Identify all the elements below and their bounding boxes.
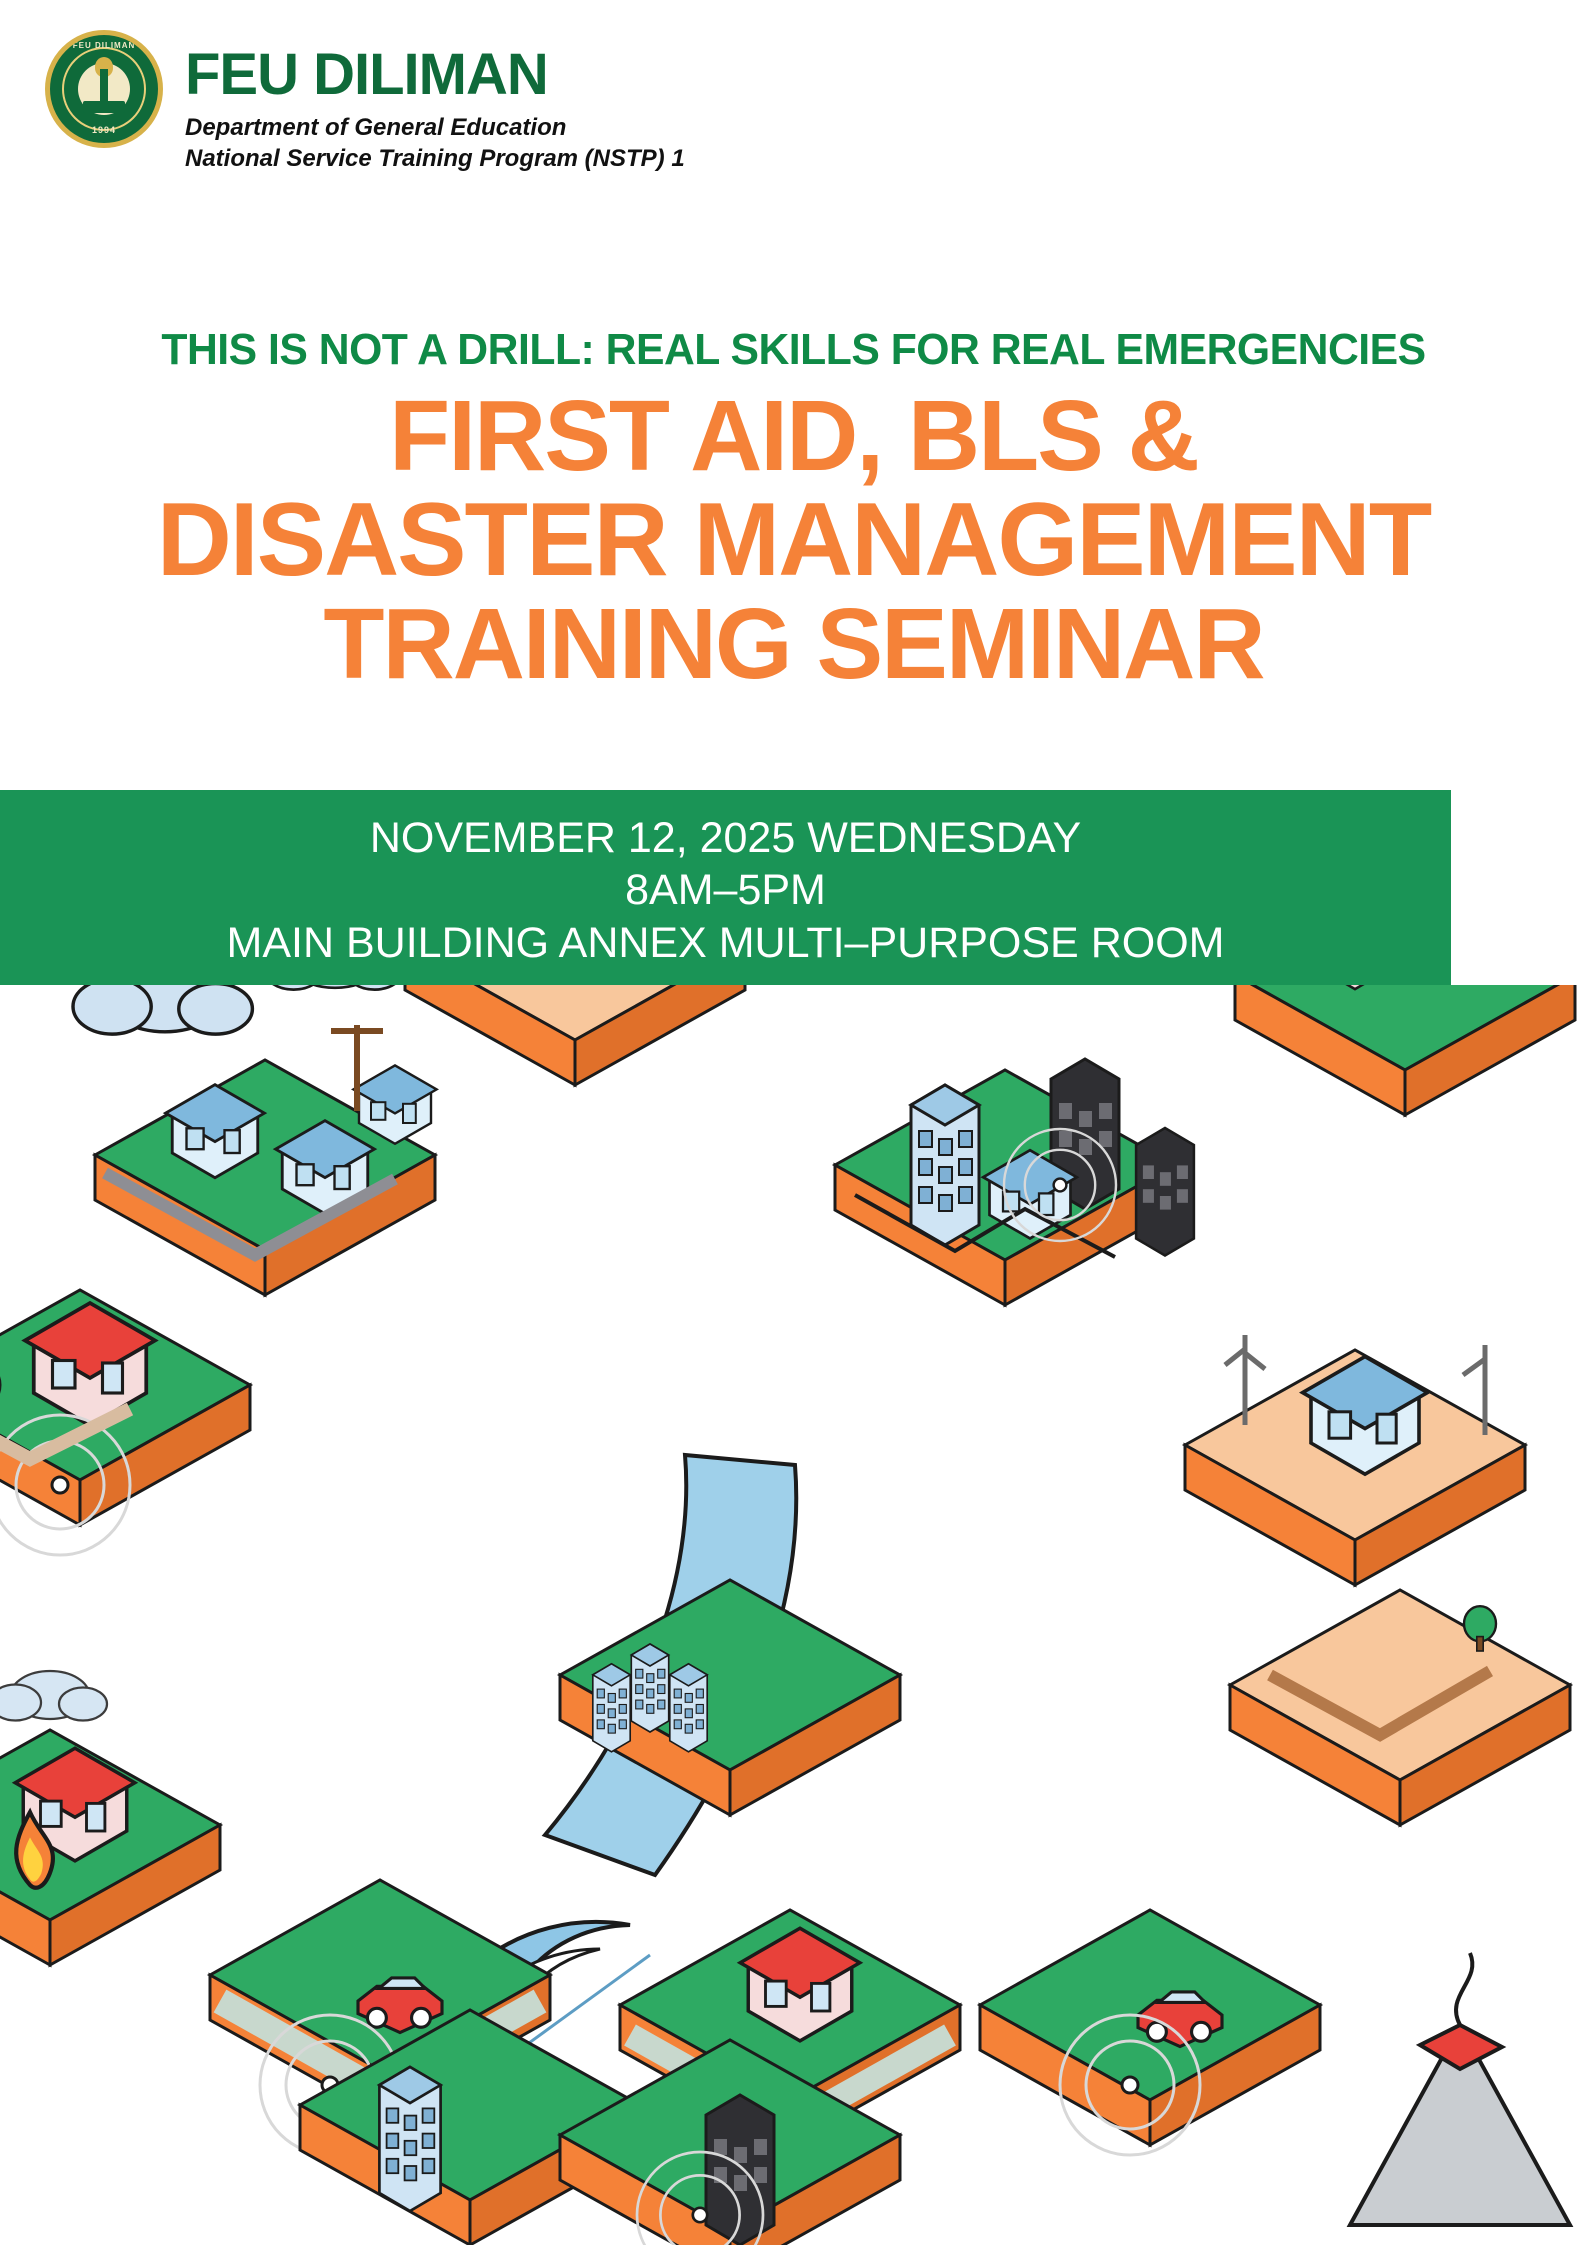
title-line-1: FIRST AID, BLS & (389, 380, 1198, 492)
event-time: 8AM–5PM (625, 866, 826, 915)
poster-title (0, 380, 1587, 701)
title-line-2: DISASTER MANAGEMENT (156, 482, 1431, 598)
tile-wildfire (1235, 985, 1575, 1115)
tile-drought (405, 985, 745, 1085)
department-label: Department of General Education (185, 114, 567, 141)
disaster-illustration-svg (0, 985, 1587, 2245)
seal-top-text: FEU DILIMAN (72, 41, 136, 50)
tile-road-crack-right (980, 1910, 1320, 2155)
tile-landslide-right (1230, 1590, 1570, 1825)
seal-year: 1994 (91, 125, 117, 135)
feu-diliman-seal-icon (45, 30, 163, 148)
event-details-bar (0, 790, 1451, 995)
brand-name: FEU DILIMAN (185, 42, 548, 107)
program-label: National Service Training Program (NSTP) 1 (185, 144, 685, 172)
seal-book-icon (83, 101, 125, 113)
poster-kicker: THIS IS NOT A DRILL: REAL SKILLS FOR REAL EMERGENCIES (161, 325, 1426, 374)
tile-house-fire (0, 1671, 220, 1965)
event-venue: MAIN BUILDING ANNEX MULTI–PURPOSE ROOM (226, 918, 1225, 967)
tile-earthquake-city (835, 1059, 1194, 1305)
tile-drought-house (1185, 1335, 1525, 1585)
brand-subtitle (185, 113, 685, 174)
poster-header (45, 30, 685, 174)
disaster-illustration (0, 985, 1587, 2245)
title-line-3: TRAINING SEMINAR (323, 588, 1264, 701)
volcano (1350, 1953, 1570, 2225)
tile-storm-village (73, 985, 437, 1295)
tile-landslide-house (0, 1290, 250, 1555)
brand-block (185, 30, 685, 174)
event-date: NOVEMBER 12, 2025 WEDNESDAY (369, 814, 1082, 862)
